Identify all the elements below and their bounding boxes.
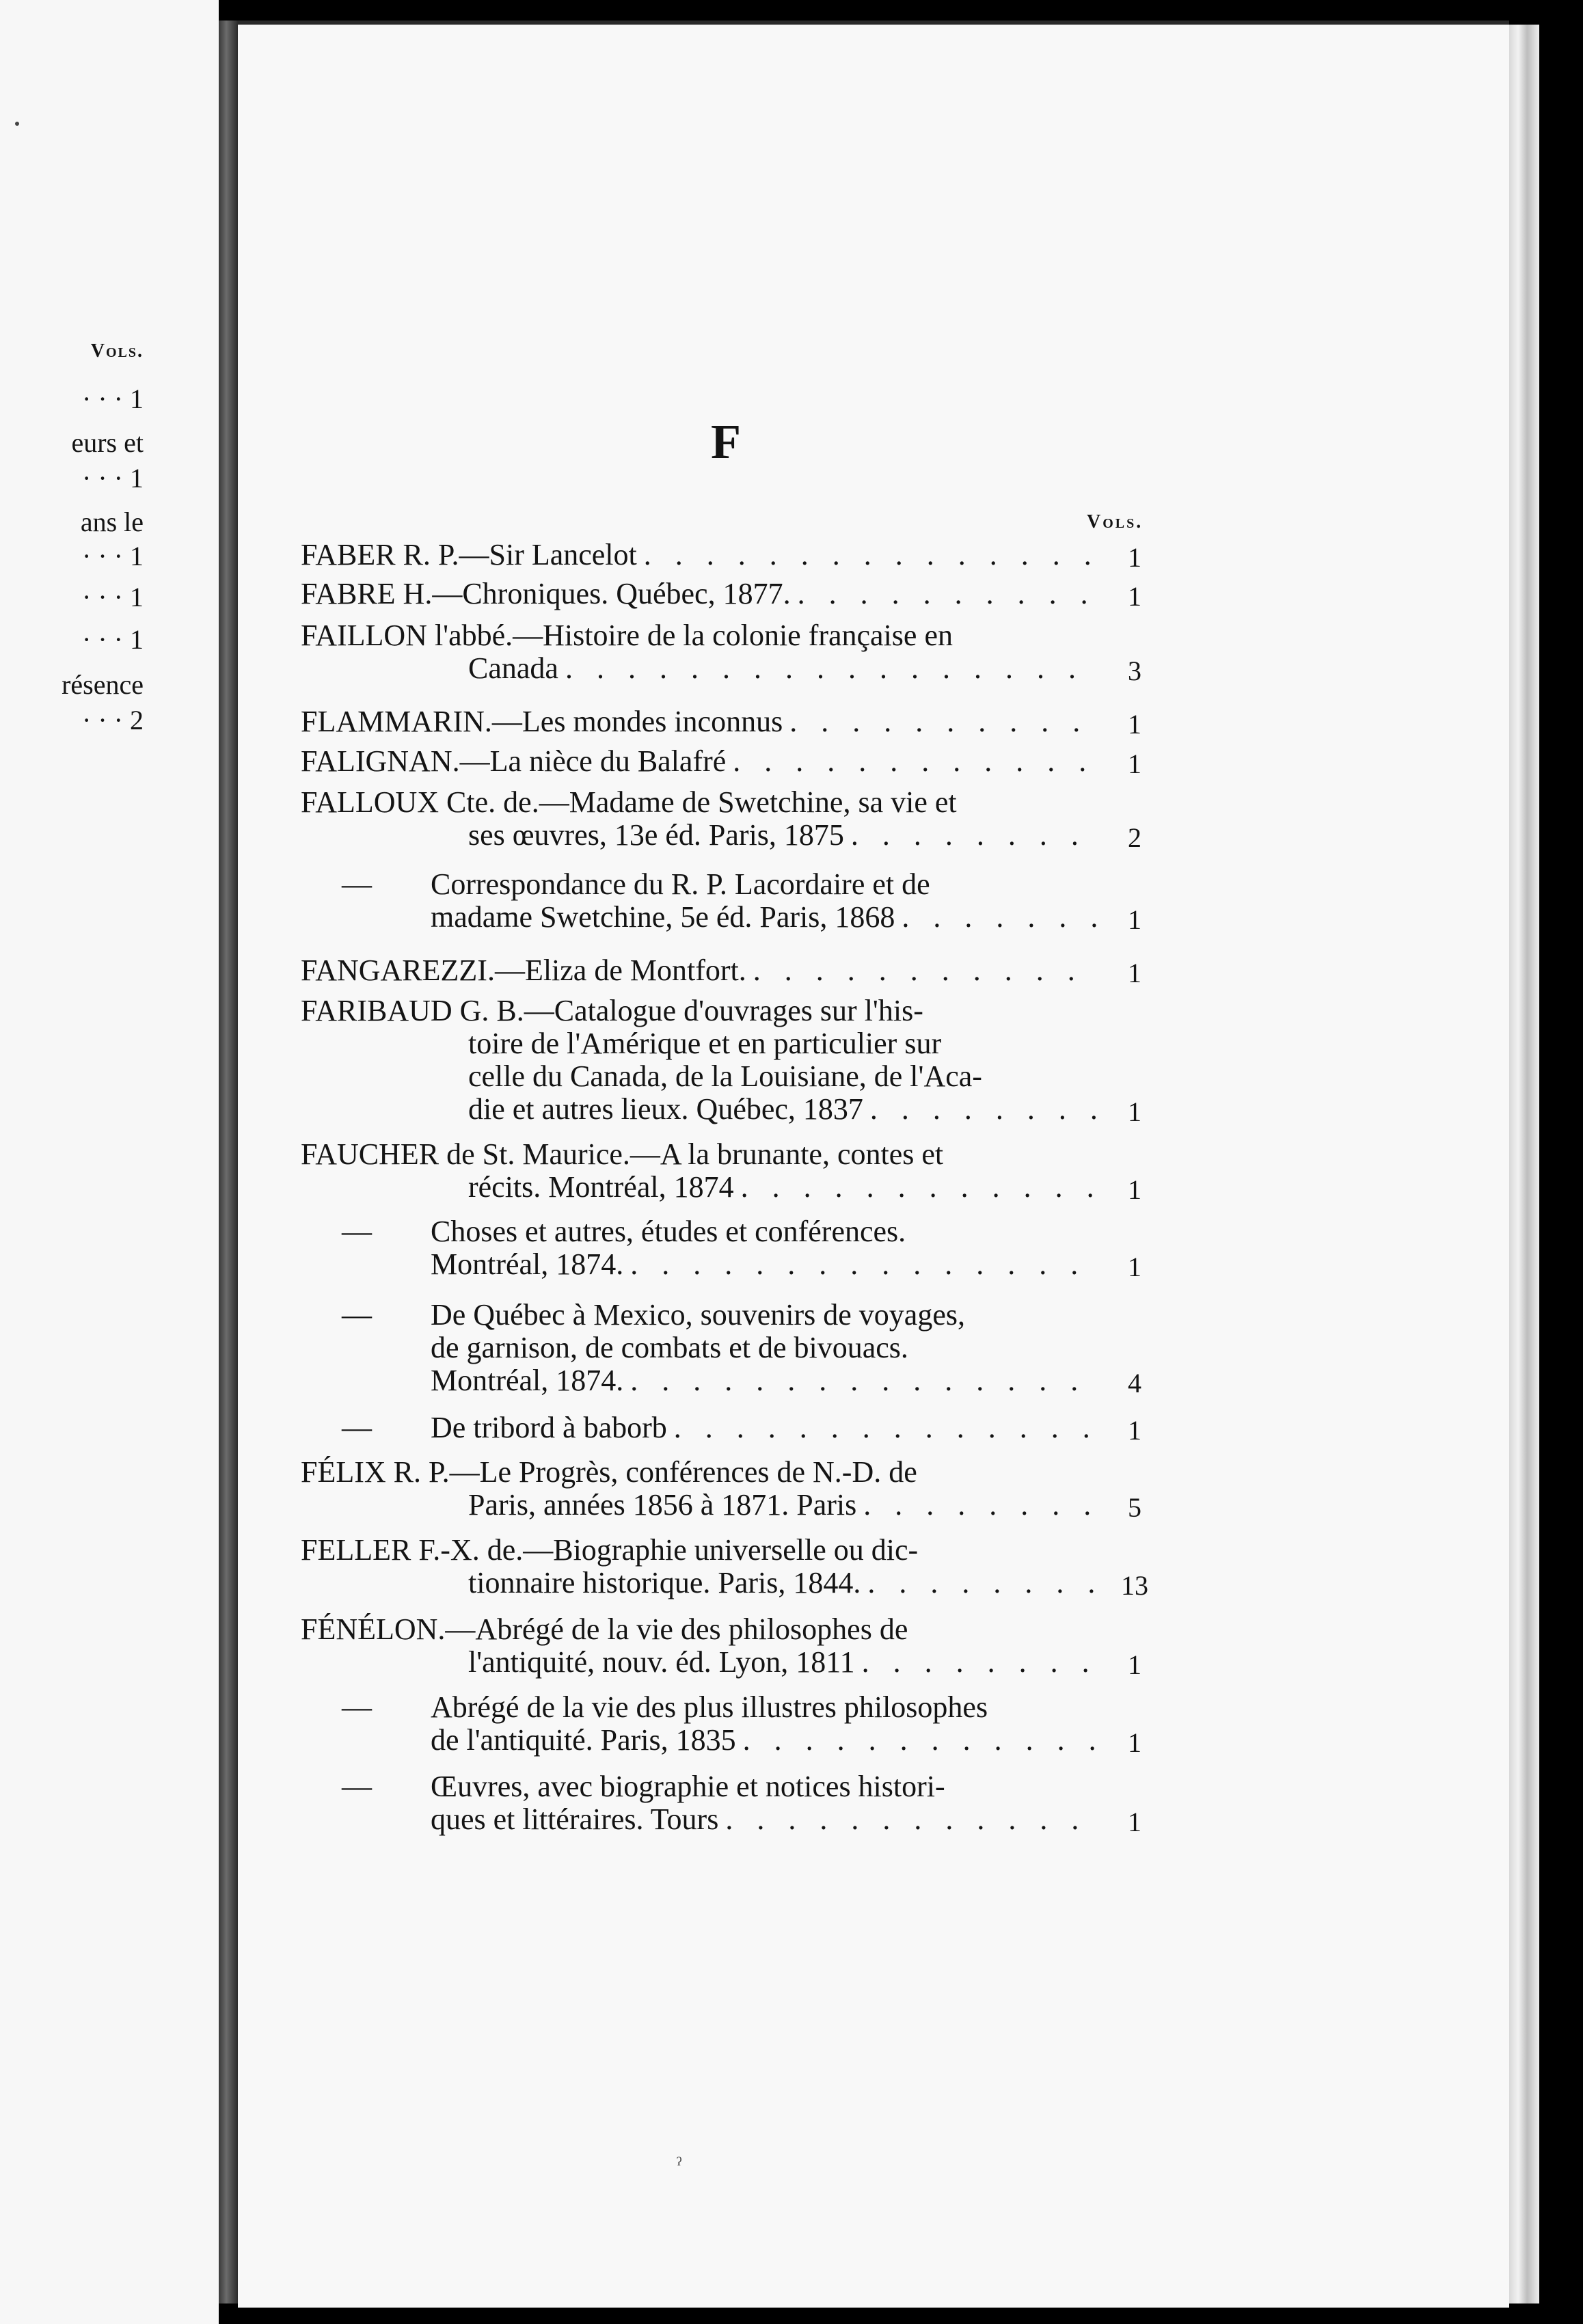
index-sub-entry [342, 1770, 1100, 1836]
dot-leader [630, 1364, 1100, 1397]
entry-text: toire de l'Amérique et en particulier sur [468, 1027, 942, 1060]
entry-text: FÉLIX R. P.—Le Progrès, conférences de N.-D. de [301, 1455, 917, 1489]
index-entry [301, 578, 1100, 610]
dot-leader [630, 1248, 1100, 1281]
entry-text: récits. Montréal, 1874 [468, 1170, 734, 1204]
entry-line [301, 578, 1100, 610]
ditto-dash: — [342, 1411, 372, 1444]
entry-text: Abrégé de la vie des plus illustres philosophes [431, 1690, 988, 1724]
index-entry [301, 786, 1100, 852]
entry-text: FELLER F.-X. de.—Biographie universelle ou dic- [301, 1533, 919, 1567]
volume-count: 1 [1128, 709, 1141, 740]
entry-line [342, 1248, 1100, 1281]
entry-text: Correspondance du R. P. Lacordaire et de [431, 867, 930, 901]
entry-line [301, 539, 1100, 571]
dot-leader [753, 954, 1100, 987]
dot-leader [674, 1411, 1100, 1444]
entry-line [301, 619, 1100, 652]
dot-leader [863, 1489, 1100, 1522]
entry-text: FALLOUX Cte. de.—Madame de Swetchine, sa vie et [301, 785, 957, 819]
index-sub-entry [342, 1691, 1100, 1757]
entry-text: ses œuvres, 13e éd. Paris, 1875 [468, 818, 844, 852]
page-speck [15, 122, 19, 126]
entry-line [342, 1411, 1100, 1444]
entry-text: l'antiquité, nouv. éd. Lyon, 1811 [468, 1645, 855, 1679]
left-line: · · · 1 [82, 624, 144, 655]
ditto-dash: — [342, 1770, 372, 1803]
entry-line [301, 819, 1100, 852]
entry-line [301, 1567, 1100, 1599]
volume-count: 1 [1128, 1174, 1141, 1205]
page-fore-edge [1509, 25, 1539, 2303]
entry-line [342, 1332, 1100, 1364]
volume-count: 1 [1128, 1807, 1141, 1837]
dot-leader [741, 1171, 1100, 1204]
index-entry [301, 995, 1100, 1126]
dot-leader [743, 1724, 1100, 1757]
left-line: ans le [80, 506, 144, 537]
left-line: · · · 1 [82, 582, 144, 612]
entry-text: De Québec à Mexico, souvenirs de voyages, [431, 1298, 965, 1332]
volume-count: 13 [1121, 1570, 1148, 1601]
index-entry [301, 1534, 1100, 1599]
volume-count: 3 [1128, 656, 1141, 686]
book-gutter [219, 21, 238, 2303]
entry-line [301, 1534, 1100, 1567]
entry-line [301, 1060, 1100, 1093]
dot-leader [870, 1093, 1100, 1126]
entry-text: De tribord à baborb [431, 1411, 667, 1444]
entry-text: Choses et autres, études et conférences. [431, 1215, 906, 1248]
entry-text: Œuvres, avec biographie et notices histori- [431, 1770, 945, 1803]
index-sub-entry [342, 1411, 1100, 1444]
section-letter: F [711, 414, 741, 469]
dot-leader [789, 705, 1100, 738]
left-page [0, 0, 219, 2324]
entry-line [301, 954, 1100, 987]
dot-leader [725, 1803, 1100, 1836]
index-entry [301, 954, 1100, 987]
dot-leader [902, 901, 1100, 934]
volume-count: 1 [1128, 1252, 1141, 1282]
entry-line [301, 1646, 1100, 1679]
entry-line [301, 1489, 1100, 1522]
entry-line [342, 1691, 1100, 1724]
volume-count: 1 [1128, 1096, 1141, 1127]
vols-column-header: Vols. [1087, 511, 1144, 532]
index-sub-entry [342, 1215, 1100, 1281]
entry-text: FARIBAUD G. B.—Catalogue d'ouvrages sur l'his- [301, 994, 923, 1027]
scan-border [1539, 0, 1583, 2324]
left-line: · · · 2 [82, 705, 144, 735]
entry-text: FAUCHER de St. Maurice.—A la brunante, contes et [301, 1137, 944, 1171]
entry-text: ques et littéraires. Tours [431, 1802, 719, 1836]
entry-text: FABER R. P.—Sir Lancelot [301, 538, 637, 571]
entry-text: Paris, années 1856 à 1871. Paris [468, 1488, 857, 1522]
index-entry [301, 539, 1100, 571]
entry-text: FAILLON l'abbé.—Histoire de la colonie française en [301, 619, 953, 652]
left-vols-label: Vols. [90, 340, 144, 362]
entry-line [301, 1138, 1100, 1171]
volume-count: 4 [1128, 1368, 1141, 1399]
entry-line [301, 786, 1100, 819]
dot-leader [867, 1567, 1100, 1599]
index-entry [301, 745, 1100, 778]
index-entry [301, 1456, 1100, 1522]
volume-count: 1 [1128, 958, 1141, 988]
page-speck: ˀ [677, 2153, 682, 2176]
entry-text: die et autres lieux. Québec, 1837 [468, 1092, 863, 1126]
entry-text: Montréal, 1874. [431, 1247, 624, 1281]
entry-text: FLAMMARIN.—Les mondes inconnus [301, 705, 783, 738]
volume-count: 1 [1128, 748, 1141, 779]
left-line: · · · 1 [82, 463, 144, 494]
entry-line [301, 1613, 1100, 1646]
entry-line [301, 1171, 1100, 1204]
volume-count: 1 [1128, 542, 1141, 573]
entry-text: tionnaire historique. Paris, 1844. [468, 1566, 861, 1599]
entry-text: FABRE H.—Chroniques. Québec, 1877. [301, 577, 791, 610]
left-line: eurs et [71, 427, 144, 458]
index-sub-entry [342, 868, 1100, 934]
ditto-dash: — [342, 1690, 372, 1724]
volume-count: 1 [1128, 1649, 1141, 1680]
dot-leader [862, 1646, 1100, 1679]
entry-line [342, 1724, 1100, 1757]
dot-leader [733, 745, 1100, 778]
entry-line [301, 995, 1100, 1027]
entry-text: Montréal, 1874. [431, 1364, 624, 1397]
entry-line [301, 1027, 1100, 1060]
left-line: · · · 1 [82, 383, 144, 414]
entry-line [342, 1803, 1100, 1836]
volume-count: 2 [1128, 822, 1141, 853]
dot-leader [798, 578, 1100, 610]
volume-count: 1 [1128, 904, 1141, 935]
entry-text: madame Swetchine, 5e éd. Paris, 1868 [431, 900, 895, 934]
entry-line [301, 745, 1100, 778]
entry-line [342, 1364, 1100, 1397]
ditto-dash: — [342, 867, 372, 901]
entry-line [301, 652, 1100, 685]
index-entry [301, 705, 1100, 738]
ditto-dash: — [342, 1298, 372, 1332]
entry-line [301, 705, 1100, 738]
entry-text: de l'antiquité. Paris, 1835 [431, 1723, 736, 1757]
left-line: résence [62, 669, 144, 700]
entry-text: FALIGNAN.—La nièce du Balafré [301, 744, 727, 778]
entry-line [301, 1456, 1100, 1489]
entry-text: de garnison, de combats et de bivouacs. [431, 1331, 908, 1364]
entry-line [342, 901, 1100, 934]
left-line: · · · 1 [82, 541, 144, 571]
entry-text: FÉNÉLON.—Abrégé de la vie des philosophes de [301, 1612, 908, 1646]
entry-text: celle du Canada, de la Louisiane, de l'Aca- [468, 1059, 982, 1093]
index-sub-entry [342, 1299, 1100, 1397]
entry-line [342, 1215, 1100, 1248]
volume-count: 1 [1128, 1415, 1141, 1446]
index-entry [301, 1613, 1100, 1679]
index-entry [301, 619, 1100, 685]
entry-line [342, 868, 1100, 901]
entry-line [342, 1770, 1100, 1803]
entry-text: Canada [468, 651, 558, 685]
volume-count: 5 [1128, 1492, 1141, 1523]
entry-text: FANGAREZZI.—Eliza de Montfort. [301, 954, 746, 987]
volume-count: 1 [1128, 1727, 1141, 1758]
volume-count: 1 [1128, 581, 1141, 612]
index-entry [301, 1138, 1100, 1204]
entry-line [301, 1093, 1100, 1126]
dot-leader [565, 652, 1100, 685]
dot-leader [851, 819, 1100, 852]
ditto-dash: — [342, 1215, 372, 1248]
entry-line [342, 1299, 1100, 1332]
dot-leader [644, 539, 1100, 571]
